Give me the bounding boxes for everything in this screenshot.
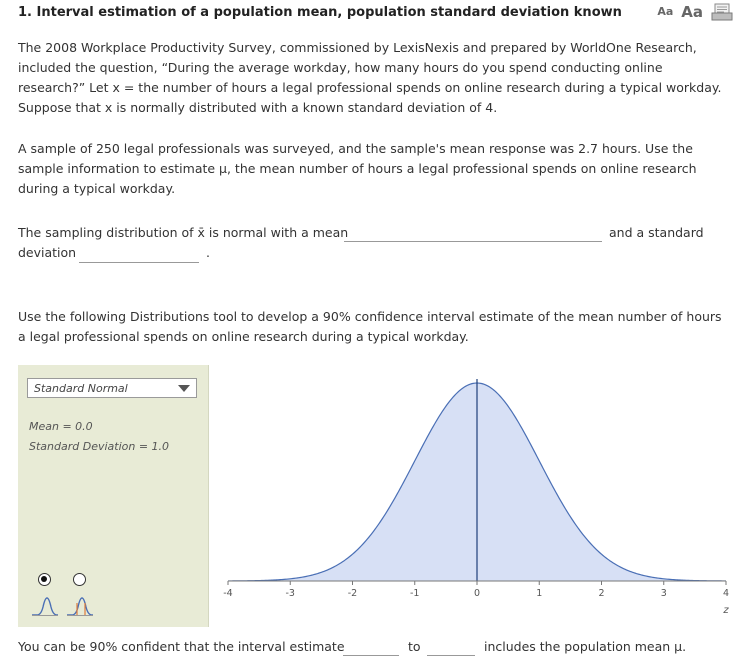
final-text-1: You can be 90% confident that the interval estimate bbox=[18, 639, 345, 654]
single-tail-curve-icon[interactable] bbox=[31, 595, 59, 617]
sampling-period: . bbox=[206, 245, 210, 260]
sampling-text-1: The sampling distribution of x̄ is normal with a mean bbox=[18, 225, 349, 240]
two-tail-curve-icon[interactable] bbox=[66, 595, 94, 617]
x-ticks bbox=[223, 581, 729, 599]
question-header bbox=[0, 0, 747, 26]
radio-single-tail[interactable] bbox=[38, 573, 51, 586]
sd-label: Standard Deviation = 1.0 bbox=[29, 440, 170, 453]
upper-bound-blank[interactable] bbox=[427, 655, 475, 656]
distribution-select[interactable] bbox=[27, 378, 197, 398]
tool-instructions: Use the following Distributions tool to develop a 90% confidence interval estimate of the mean number of hours a legal professional spends on online research during a typical workday. bbox=[18, 309, 722, 344]
x-tick-label: -1 bbox=[410, 588, 420, 599]
x-tick-label: 3 bbox=[660, 588, 667, 599]
sampling-text-2: and a standard bbox=[609, 225, 704, 240]
tool-control-panel bbox=[18, 365, 209, 627]
distributions-tool bbox=[18, 365, 731, 627]
distribution-select-value: Standard Normal bbox=[34, 382, 128, 395]
x-tick-label: -3 bbox=[285, 588, 295, 599]
sd-answer-blank[interactable] bbox=[79, 262, 199, 263]
final-text-2: to bbox=[408, 639, 421, 654]
lower-bound-blank[interactable] bbox=[343, 655, 399, 656]
x-tick-label: 0 bbox=[473, 588, 481, 599]
x-tick-label: -2 bbox=[347, 588, 358, 599]
final-text-3: includes the population mean μ. bbox=[484, 639, 687, 654]
x-tick-label: 1 bbox=[536, 588, 543, 599]
print-icon[interactable] bbox=[711, 3, 733, 21]
question-title: 1. Interval estimation of a population mean, population standard deviation known bbox=[18, 5, 622, 20]
mean-label: Mean = 0.0 bbox=[29, 420, 93, 433]
decrease-text-size-button[interactable]: Aa bbox=[657, 5, 674, 18]
text-tools bbox=[657, 3, 733, 21]
distribution-plot[interactable] bbox=[210, 365, 731, 627]
mean-answer-blank[interactable] bbox=[344, 241, 602, 242]
x-tick-label: 2 bbox=[598, 588, 605, 599]
chevron-down-icon bbox=[178, 385, 190, 392]
sampling-text-3: deviation bbox=[18, 245, 77, 260]
problem-paragraph-1: The 2008 Workplace Productivity Survey, commissioned by LexisNexis and prepared by WorldOne Research, included the question, “During the average workday, how many hours do you spend conducting online research?” Let x = the number of hours a legal professional spends on online research during a typical workday. Suppose that x is normally distributed with a known standard deviation of 4. bbox=[18, 40, 722, 115]
sampling-distribution-question bbox=[18, 223, 732, 267]
problem-paragraph-2: A sample of 250 legal professionals was surveyed, and the sample's mean response was 2.7 hours. Use the sample information to estimate μ, the mean number of hours a legal professional spends on online research during a typical workday. bbox=[18, 141, 697, 196]
confidence-interval-question bbox=[18, 637, 732, 659]
increase-text-size-button[interactable]: Aa bbox=[681, 3, 703, 21]
radio-two-tail[interactable] bbox=[73, 573, 86, 586]
x-tick-label: 4 bbox=[722, 588, 730, 599]
x-tick-label: -4 bbox=[223, 588, 233, 599]
axis-label: z bbox=[723, 605, 729, 616]
